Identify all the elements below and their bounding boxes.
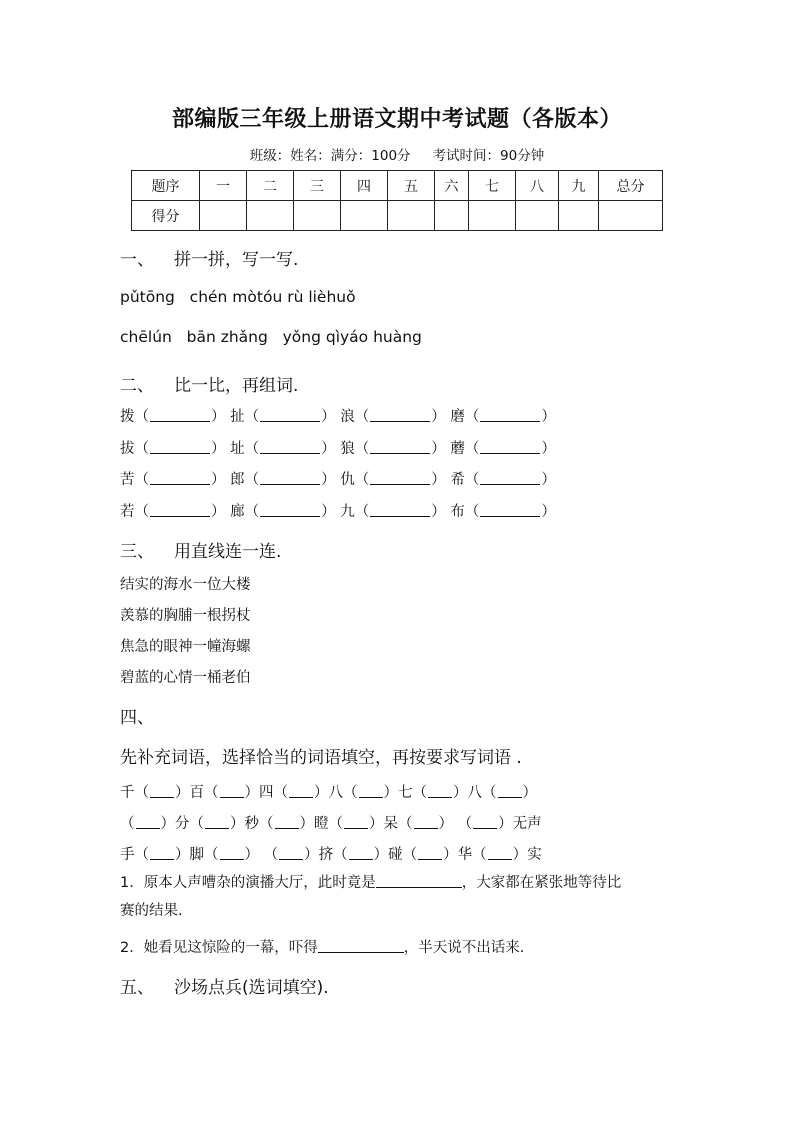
paren-open: （ — [464, 472, 480, 488]
idiom-blank[interactable] — [150, 845, 174, 860]
idiom-blank[interactable] — [289, 783, 313, 798]
idiom-char: 挤 — [318, 847, 334, 863]
paren-open: （ — [244, 409, 260, 425]
section-number: 五、 — [120, 978, 154, 998]
idiom-char: 手 — [120, 847, 135, 863]
idiom-blank[interactable] — [275, 814, 299, 829]
answer-blank[interactable] — [370, 439, 430, 454]
idiom-char: 四 — [259, 785, 274, 801]
section-title: 沙场点兵(选词填空). — [174, 978, 329, 998]
header-cell: 三 — [294, 171, 341, 201]
paren-open: （ — [134, 441, 149, 457]
idiom-char: 秒 — [244, 816, 259, 832]
exam-info-class-name-score: 班级：姓名：满分：100分 — [249, 148, 411, 164]
section-title: 拼一拼，写一写. — [174, 250, 299, 270]
header-cell: 八 — [516, 171, 559, 201]
compare-char: 址 — [230, 441, 245, 457]
idiom-blank[interactable] — [428, 783, 452, 798]
answer-blank[interactable] — [150, 407, 210, 422]
paren-close: ） — [541, 472, 556, 488]
page-title: 部编版三年级上册语文期中考试题（各版本） — [171, 106, 622, 132]
answer-blank[interactable] — [480, 439, 540, 454]
answer-blank[interactable] — [318, 938, 404, 953]
answer-blank[interactable] — [260, 470, 320, 485]
paren-open: （ — [244, 504, 260, 520]
connect-line: 结实的海水一位大楼 — [120, 577, 251, 593]
question-text: 2．她看见这惊险的一幕，吓得 — [120, 940, 318, 956]
connect-line: 焦急的眼神一幢海螺 — [120, 639, 251, 655]
header-cell: 题序 — [132, 171, 200, 201]
section-1-heading — [120, 245, 298, 270]
answer-blank[interactable] — [370, 502, 430, 517]
idiom-char: 千 — [120, 785, 135, 801]
paren-open: （ — [354, 409, 370, 425]
paren-close: ） — [541, 409, 556, 425]
score-table-score-row — [132, 201, 663, 231]
answer-blank[interactable] — [150, 439, 210, 454]
question-text: ，大家都在紧张地等待比 — [461, 875, 622, 891]
header-cell: 七 — [469, 171, 516, 201]
header-cell: 四 — [341, 171, 388, 201]
compare-char: 郎 — [230, 472, 245, 488]
idiom-blank[interactable] — [414, 814, 438, 829]
idiom-blank[interactable] — [488, 845, 512, 860]
pinyin-line: chēlún bān zhǎng yǒng qìyáo huàng — [120, 328, 422, 346]
section-number: 一、 — [120, 250, 154, 270]
compare-row — [120, 437, 556, 458]
header-cell: 总分 — [599, 171, 663, 201]
idiom-blank[interactable] — [279, 845, 303, 860]
row-label: 得分 — [132, 201, 200, 231]
paren-close: ） — [211, 472, 226, 488]
answer-blank[interactable] — [480, 407, 540, 422]
answer-blank[interactable] — [150, 470, 210, 485]
compare-char: 希 — [450, 472, 465, 488]
paren-close: ） — [431, 504, 446, 520]
section-number: 三、 — [120, 542, 154, 562]
compare-char: 狼 — [340, 441, 355, 457]
paren-close: ） — [321, 441, 336, 457]
compare-char: 浪 — [340, 409, 355, 425]
idiom-char: 脚 — [189, 847, 204, 863]
answer-blank[interactable] — [480, 502, 540, 517]
answer-blank[interactable] — [260, 407, 320, 422]
compare-char: 若 — [120, 504, 135, 520]
idiom-blank[interactable] — [498, 783, 522, 798]
compare-char: 布 — [450, 504, 465, 520]
compare-row — [120, 468, 556, 489]
score-cell[interactable] — [247, 201, 294, 231]
answer-blank[interactable] — [376, 873, 462, 888]
idiom-blank[interactable] — [150, 783, 174, 798]
paren-close: ） — [431, 441, 446, 457]
score-cell[interactable] — [469, 201, 516, 231]
question-2 — [120, 934, 672, 962]
header-cell: 六 — [435, 171, 469, 201]
header-cell: 一 — [200, 171, 247, 201]
answer-blank[interactable] — [260, 502, 320, 517]
connect-line: 碧蓝的心情一桶老伯 — [120, 670, 251, 686]
idiom-char: 呆 — [383, 816, 398, 832]
paren-close: ） — [321, 409, 336, 425]
exam-info — [0, 144, 794, 164]
idiom-char: 华 — [457, 847, 473, 863]
paren-close: ） — [211, 409, 226, 425]
paren-close: ） — [431, 472, 446, 488]
compare-char: 蘑 — [450, 441, 465, 457]
idiom-row: 手（ ）脚（ ） （ ）挤（ ）碰（ ）华（ ）实 — [120, 847, 542, 863]
idiom-blank[interactable] — [418, 845, 442, 860]
idiom-blank[interactable] — [344, 814, 368, 829]
header-cell: 九 — [559, 171, 599, 201]
idiom-char: 实 — [527, 847, 542, 863]
paren-close: ） — [211, 441, 226, 457]
question-1 — [120, 869, 672, 925]
paren-close: ） — [321, 504, 336, 520]
paren-close: ） — [431, 409, 446, 425]
paren-open: （ — [244, 472, 260, 488]
idiom-char: 七 — [398, 785, 413, 801]
compare-char: 拔 — [120, 441, 135, 457]
compare-char: 苦 — [120, 472, 135, 488]
idiom-row: 千（ ）百（ ）四（ ）八（ ）七（ ）八（ ） — [120, 785, 537, 801]
compare-row — [120, 405, 556, 426]
compare-char: 扯 — [230, 409, 245, 425]
header-cell: 五 — [388, 171, 435, 201]
section-5-heading — [120, 973, 329, 998]
idiom-blank[interactable] — [359, 783, 383, 798]
paren-close: ） — [211, 504, 226, 520]
paren-open: （ — [464, 409, 480, 425]
question-text: 赛的结果. — [120, 903, 183, 919]
section-title: 用直线连一连. — [174, 542, 282, 562]
paren-close: ） — [321, 472, 336, 488]
answer-blank[interactable] — [480, 470, 540, 485]
score-table-header-row — [132, 171, 663, 201]
idiom-row: （ ）分（ ）秒（ ）瞪（ ）呆（ ） （ ）无声 — [120, 816, 542, 832]
score-cell[interactable] — [388, 201, 435, 231]
idiom-char: 百 — [189, 785, 204, 801]
exam-time: 考试时间：90分钟 — [432, 148, 545, 164]
question-text: ，半天说不出话来. — [403, 940, 525, 956]
answer-blank[interactable] — [150, 502, 210, 517]
idiom-char: 瞪 — [314, 816, 329, 832]
section-4-number: 四、 — [120, 708, 154, 728]
answer-blank[interactable] — [370, 407, 430, 422]
section-2-heading — [120, 371, 298, 396]
header-cell: 二 — [247, 171, 294, 201]
compare-row — [120, 500, 556, 521]
section-number: 二、 — [120, 376, 154, 396]
answer-blank[interactable] — [260, 439, 320, 454]
paren-open: （ — [354, 441, 370, 457]
paren-open: （ — [244, 441, 260, 457]
score-table — [131, 170, 663, 231]
compare-char: 仇 — [340, 472, 355, 488]
paren-open: （ — [134, 504, 149, 520]
question-text: 1．原本人声嘈杂的演播大厅，此时竟是 — [120, 875, 376, 891]
compare-char: 廊 — [230, 504, 245, 520]
score-cell[interactable] — [559, 201, 599, 231]
idiom-char: 分 — [175, 816, 190, 832]
section-3-heading — [120, 537, 281, 562]
paren-open: （ — [464, 441, 480, 457]
compare-char: 拨 — [120, 409, 135, 425]
idiom-char: 八 — [328, 785, 343, 801]
idiom-blank[interactable] — [136, 814, 160, 829]
compare-char: 磨 — [450, 409, 465, 425]
paren-close: ） — [541, 504, 556, 520]
idiom-blank[interactable] — [473, 814, 497, 829]
score-cell[interactable] — [516, 201, 559, 231]
paren-open: （ — [134, 409, 149, 425]
answer-blank[interactable] — [370, 470, 430, 485]
score-cell[interactable] — [294, 201, 341, 231]
score-cell[interactable] — [599, 201, 663, 231]
idiom-blank[interactable] — [205, 814, 229, 829]
section-4-title: 先补充词语，选择恰当的词语填空，再按要求写词语 . — [120, 748, 522, 768]
pinyin-line: pǔtōng chén mòtóu rù lièhuǒ — [120, 288, 356, 306]
score-cell[interactable] — [435, 201, 469, 231]
idiom-char: 八 — [467, 785, 482, 801]
paren-close: ） — [541, 441, 556, 457]
idiom-blank[interactable] — [220, 783, 244, 798]
section-title: 比一比，再组词. — [174, 376, 299, 396]
score-cell[interactable] — [341, 201, 388, 231]
paren-open: （ — [464, 504, 480, 520]
idiom-blank[interactable] — [349, 845, 373, 860]
compare-char: 九 — [340, 504, 355, 520]
score-cell[interactable] — [200, 201, 247, 231]
paren-open: （ — [354, 472, 370, 488]
idiom-blank[interactable] — [220, 845, 244, 860]
idiom-char: 无声 — [512, 816, 542, 832]
connect-line: 羡慕的胸脯一根拐杖 — [120, 608, 251, 624]
paren-open: （ — [354, 504, 370, 520]
idiom-char: 碰 — [388, 847, 403, 863]
paren-open: （ — [134, 472, 149, 488]
